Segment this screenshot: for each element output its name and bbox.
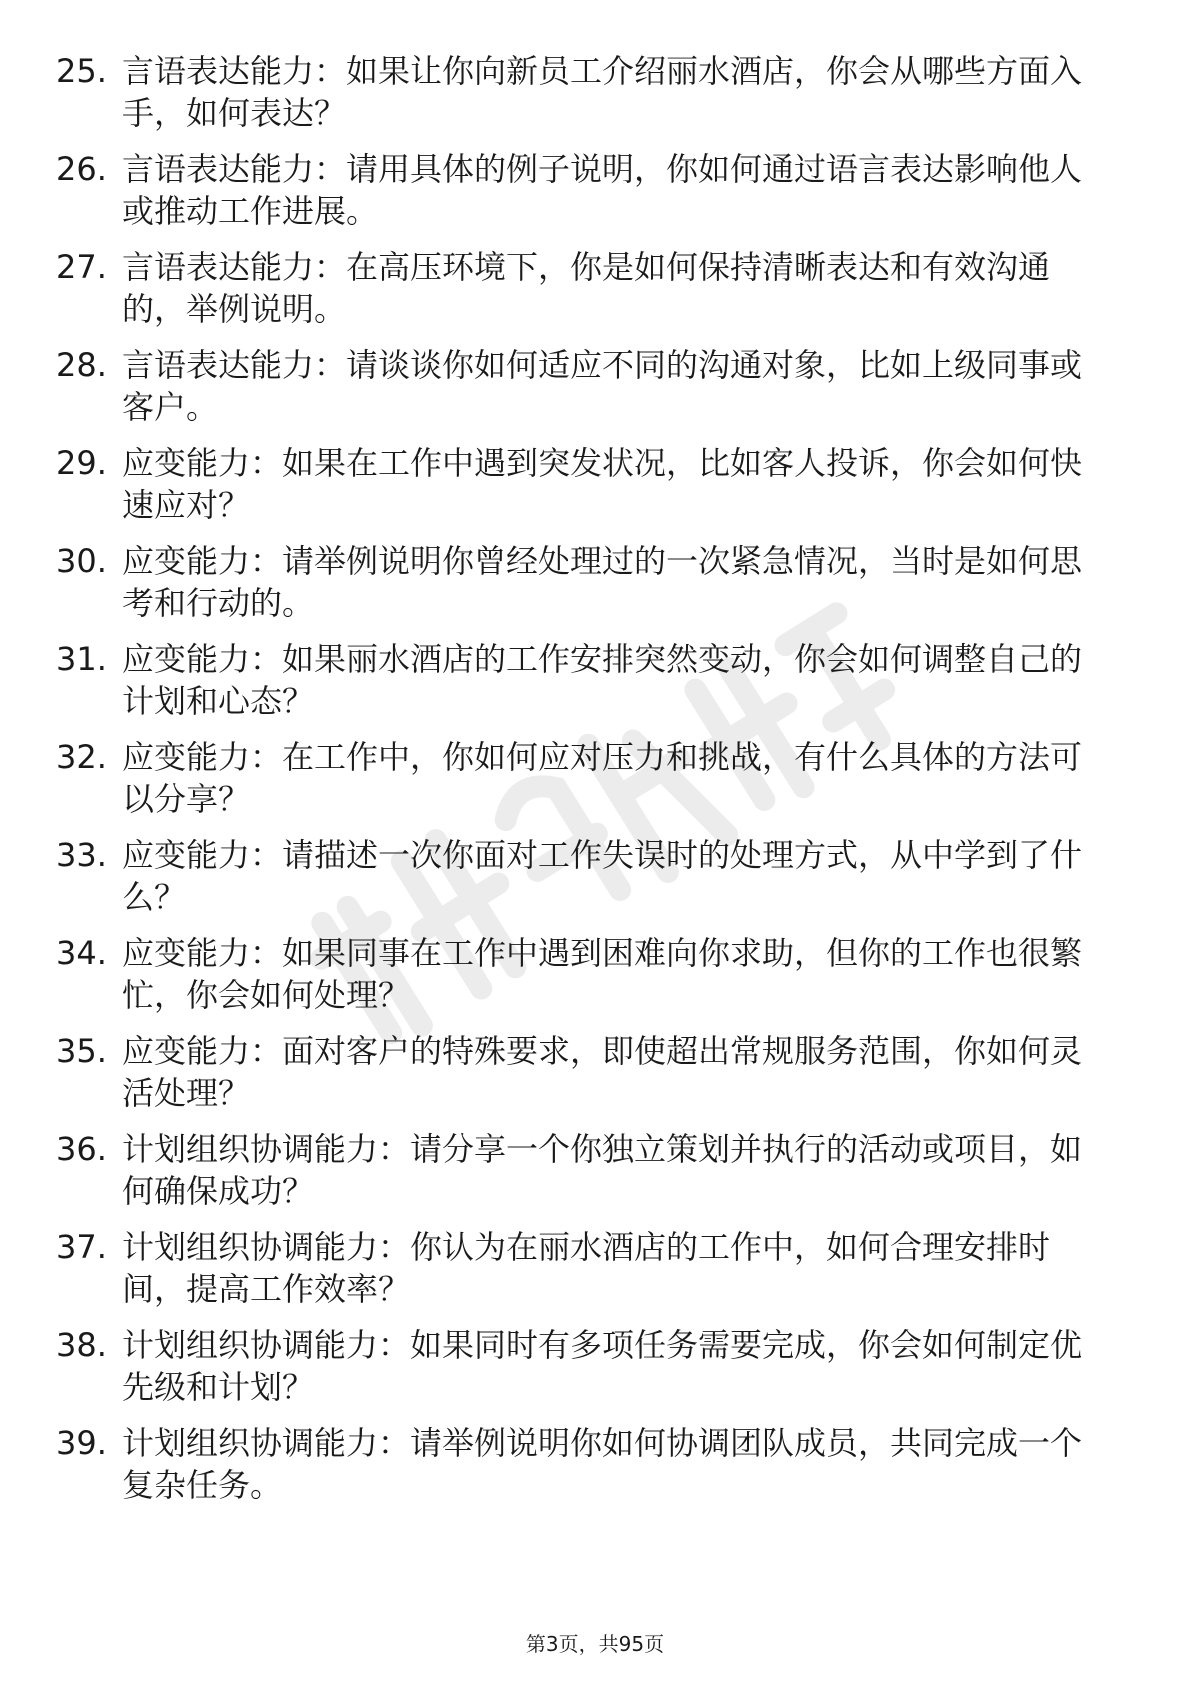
question-text: 计划组织协调能力：请举例说明你如何协调团队成员，共同完成一个复杂任务。 (122, 1424, 1083, 1504)
question-text: 言语表达能力：在高压环境下，你是如何保持清晰表达和有效沟通的，举例说明。 (122, 248, 1051, 328)
question-number: 26. (56, 150, 107, 188)
question-item (56, 246, 1106, 330)
page-indicator: 第3页，共95页 (525, 1632, 665, 1656)
question-text: 应变能力：在工作中，你如何应对压力和挑战，有什么具体的方法可以分享？ (122, 738, 1083, 818)
question-number: 34. (56, 934, 107, 972)
question-number: 36. (56, 1130, 107, 1168)
question-text: 应变能力：面对客户的特殊要求，即使超出常规服务范围，你如何灵活处理？ (122, 1032, 1083, 1112)
question-number: 28. (56, 346, 107, 384)
question-number: 33. (56, 836, 107, 874)
question-item (56, 148, 1106, 232)
question-text: 言语表达能力：请谈谈你如何适应不同的沟通对象，比如上级同事或客户。 (122, 346, 1083, 426)
question-item (56, 344, 1106, 428)
question-item (56, 834, 1106, 918)
question-item (56, 932, 1106, 1016)
question-number: 38. (56, 1326, 107, 1364)
question-list (56, 50, 1106, 1520)
question-text: 应变能力：请描述一次你面对工作失误时的处理方式，从中学到了什么？ (122, 836, 1083, 916)
question-item (56, 638, 1106, 722)
question-text: 计划组织协调能力：你认为在丽水酒店的工作中，如何合理安排时间，提高工作效率？ (122, 1228, 1051, 1308)
question-text: 应变能力：如果丽水酒店的工作安排突然变动，你会如何调整自己的计划和心态？ (122, 640, 1083, 720)
question-number: 39. (56, 1424, 107, 1462)
question-number: 30. (56, 542, 107, 580)
question-item (56, 1128, 1106, 1212)
question-item (56, 736, 1106, 820)
question-number: 27. (56, 248, 107, 286)
question-number: 35. (56, 1032, 107, 1070)
question-text: 应变能力：如果在工作中遇到突发状况，比如客人投诉，你会如何快速应对？ (122, 444, 1083, 524)
question-number: 37. (56, 1228, 107, 1266)
question-text: 言语表达能力：请用具体的例子说明，你如何通过语言表达影响他人或推动工作进展。 (122, 150, 1083, 230)
question-item (56, 442, 1106, 526)
question-number: 32. (56, 738, 107, 776)
question-number: 31. (56, 640, 107, 678)
question-text: 计划组织协调能力：请分享一个你独立策划并执行的活动或项目，如何确保成功？ (122, 1130, 1083, 1210)
question-number: 29. (56, 444, 107, 482)
question-text: 应变能力：请举例说明你曾经处理过的一次紧急情况，当时是如何思考和行动的。 (122, 542, 1083, 622)
question-item (56, 1226, 1106, 1310)
question-text: 应变能力：如果同事在工作中遇到困难向你求助，但你的工作也很繁忙，你会如何处理？ (122, 934, 1083, 1014)
question-item (56, 1422, 1106, 1506)
question-text: 言语表达能力：如果让你向新员工介绍丽水酒店，你会从哪些方面入手，如何表达？ (122, 52, 1083, 132)
question-item (56, 50, 1106, 134)
question-item (56, 540, 1106, 624)
question-number: 25. (56, 52, 107, 90)
question-text: 计划组织协调能力：如果同时有多项任务需要完成，你会如何制定优先级和计划？ (122, 1326, 1083, 1406)
question-item (56, 1030, 1106, 1114)
question-item (56, 1324, 1106, 1408)
